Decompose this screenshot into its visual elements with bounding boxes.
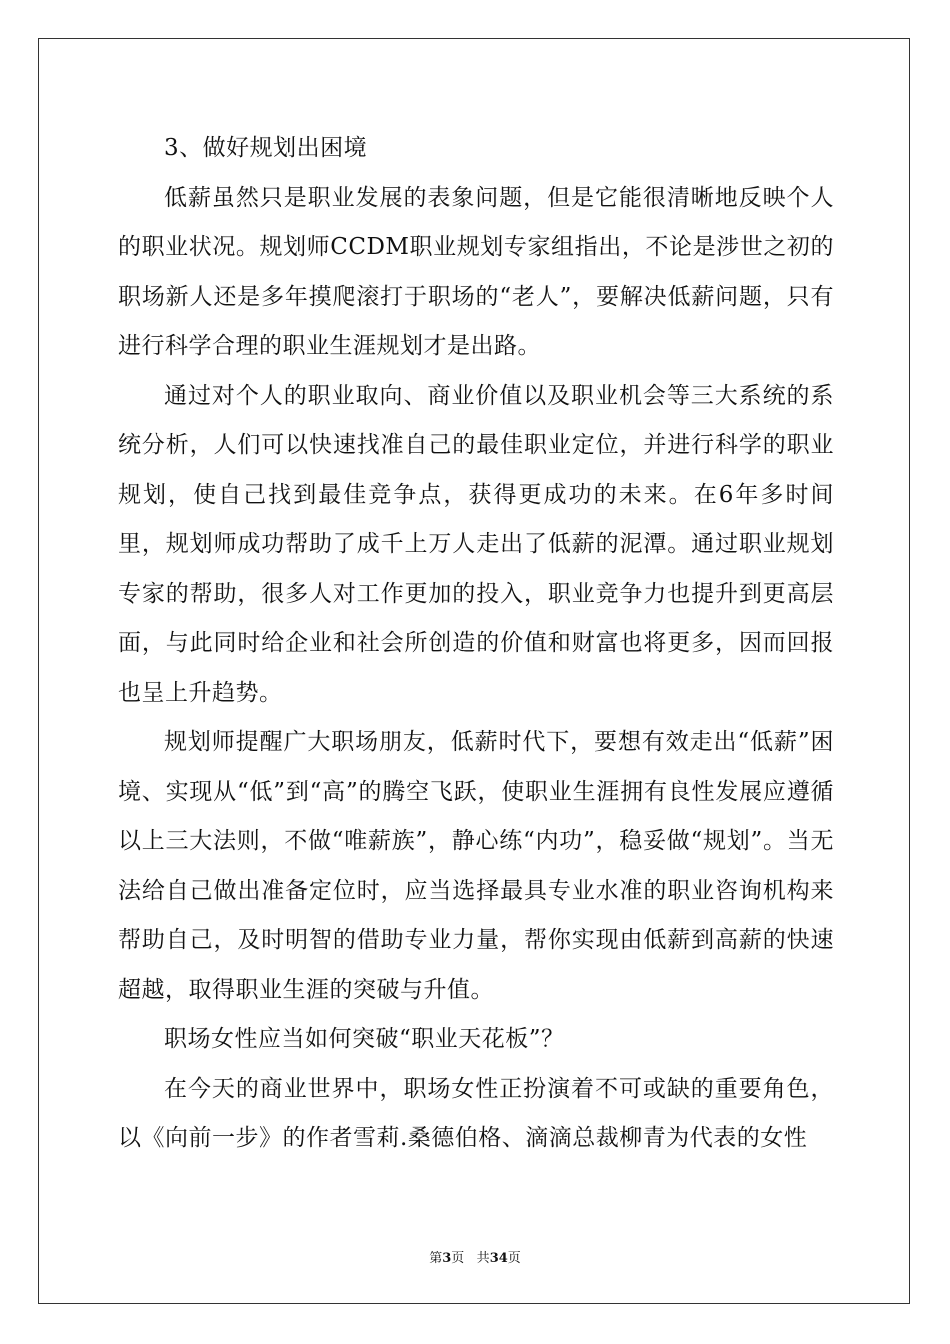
paragraph: 通过对个人的职业取向、商业价值以及职业机会等三大系统的系统分析，人们可以快速找准自己的最佳职业定位，并进行科学的职业规划，使自己找到最佳竞争点，获得更成功的未来。在6年多时间里，规划师成功帮助了成千上万人走出了低薪的泥潭。通过职业规划专家的帮助，很多人对工作更加的投入，职业竞争力也提升到更高层面，与此同时给企业和社会所创造的价值和财富也将更多，因而回报也呈上升趋势。 [118, 382, 834, 706]
paragraph-question: 职场女性应当如何突破“职业天花板”？ [164, 1026, 565, 1052]
total-pages: 34 [489, 1251, 508, 1266]
section-heading: 3、做好规划出困境 [164, 135, 368, 161]
paragraph: 规划师提醒广大职场朋友，低薪时代下，要想有效走出“低薪”困境、实现从“低”到“高”的腾空飞跃，使职业生涯拥有良性发展应遵循以上三大法则，不做“唯薪族”，静心练“内功”，稳妥做“规划”。当无法给自己做出准备定位时，应当选择最具专业水准的职业咨询机构来帮助自己，及时明智的借助专业力量，帮你实现由低薪到高薪的快速超越，取得职业生涯的突破与升值。 [118, 729, 834, 1003]
page-number: 3 [442, 1251, 452, 1266]
page-prefix: 第 [429, 1251, 443, 1266]
page-suffix: 页 [451, 1251, 465, 1266]
total-prefix: 共 [476, 1251, 490, 1266]
document-body [118, 124, 834, 1164]
paragraph: 低薪虽然只是职业发展的表象问题，但是它能很清晰地反映个人的职业状况。规划师CCDM职业规划专家组指出，不论是涉世之初的职场新人还是多年摸爬滚打于职场的“老人”，要解决低薪问题，只有进行科学合理的职业生涯规划才是出路。 [118, 184, 834, 359]
page-footer [0, 1247, 950, 1266]
paragraph: 在今天的商业世界中，职场女性正扮演着不可或缺的重要角色，以《向前一步》的作者雪莉.桑德伯格、滴滴总裁柳青为代表的女性 [118, 1075, 834, 1151]
total-suffix: 页 [507, 1251, 521, 1266]
